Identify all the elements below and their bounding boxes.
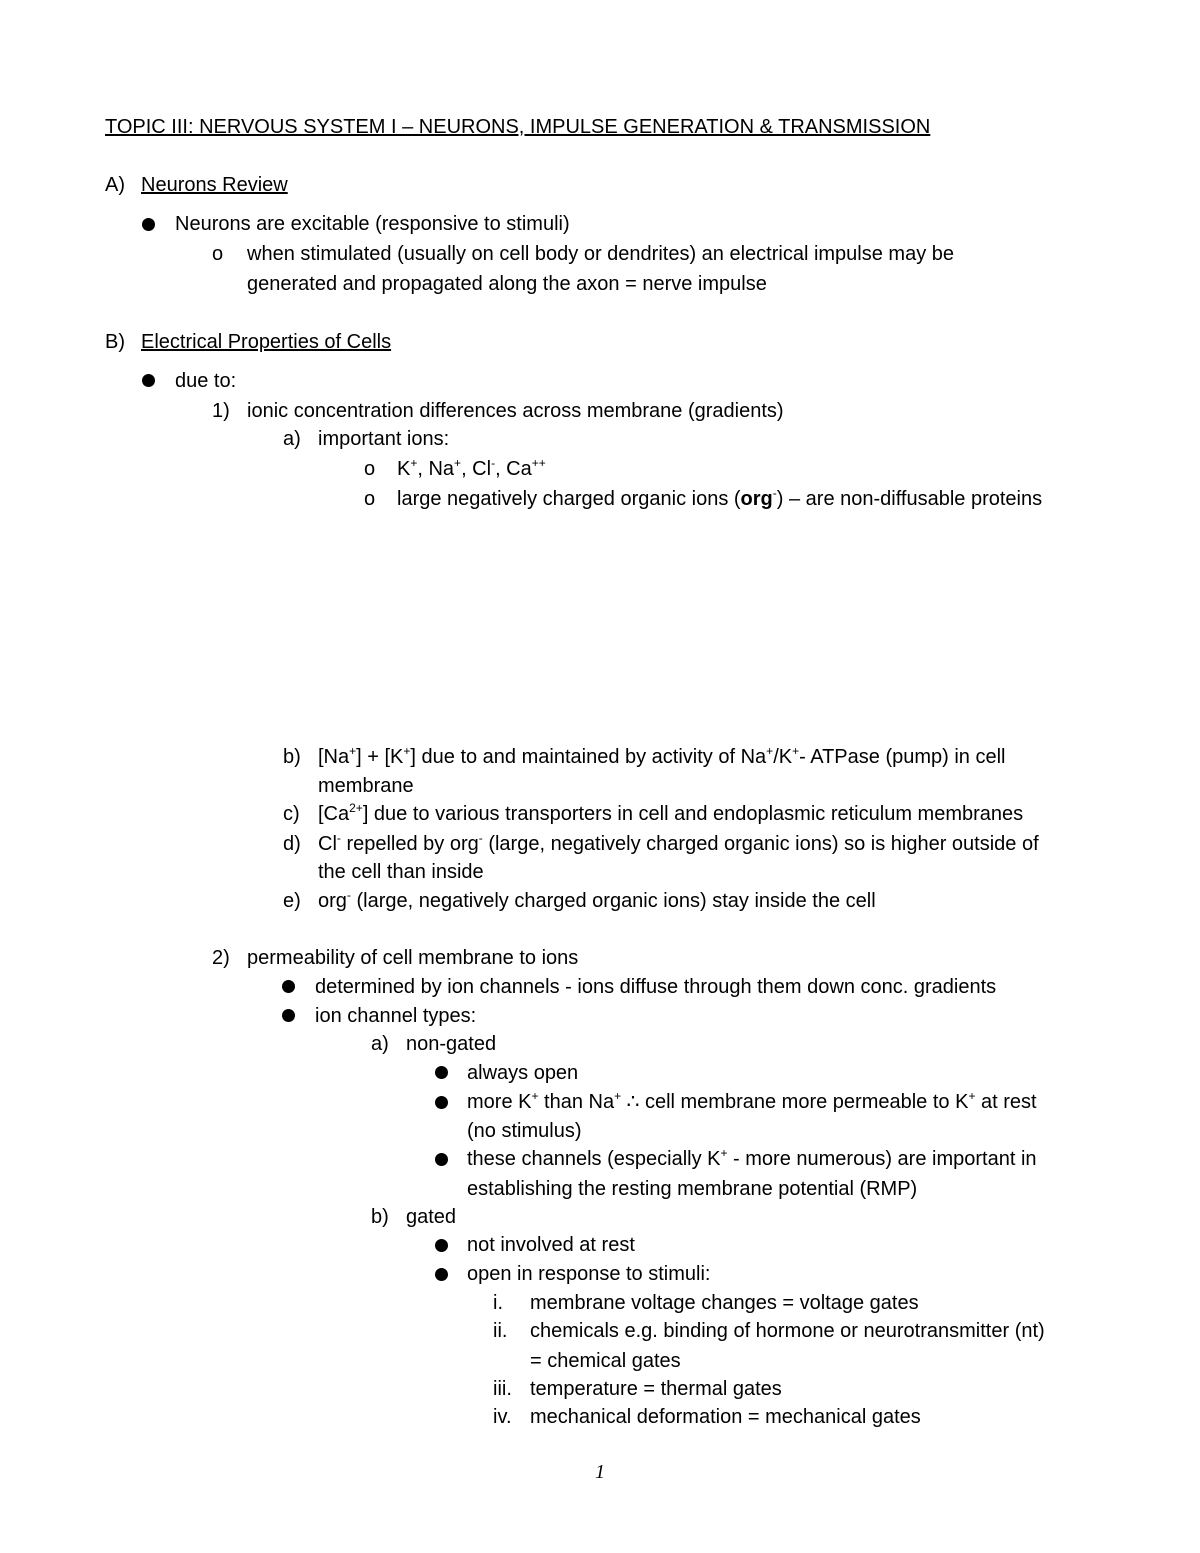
roman-ii-line-2: = chemical gates: [530, 1350, 681, 1372]
item-2a-bullet-1: always open: [467, 1062, 579, 1084]
item-1b-line-1: [Na+] + [K+] due to and maintained by activity of Na+/K+- ATPase (pump) in cell: [318, 744, 1006, 768]
item-1a-text: important ions:: [318, 428, 450, 450]
roman-i-text: membrane voltage changes = voltage gates: [530, 1292, 919, 1314]
circle-bullet-icon: o: [212, 243, 224, 265]
section-b-heading: Electrical Properties of Cells: [141, 331, 392, 353]
roman-iii-marker: iii.: [493, 1378, 512, 1400]
circle-bullet-icon: o: [364, 488, 376, 510]
item-2a-bullet-3-line-1: these channels (especially K+ - more numerous) are important in: [467, 1146, 1037, 1170]
section-b-marker: B): [105, 331, 125, 353]
section-a-bullet-1: Neurons are excitable (responsive to stimuli): [175, 213, 570, 235]
item-2b-marker: b): [371, 1206, 389, 1228]
section-a-sub-1-line-1: when stimulated (usually on cell body or dendrites) an electrical impulse may be: [247, 243, 955, 265]
bullet-icon: [435, 1153, 448, 1166]
bullet-icon: [142, 374, 155, 387]
item-1e-text: org- (large, negatively charged organic ions) stay inside the cell: [318, 888, 876, 912]
bullet-icon: [282, 1009, 295, 1022]
item-2a-text: non-gated: [406, 1033, 497, 1055]
bullet-icon: [435, 1066, 448, 1079]
roman-i-marker: i.: [493, 1292, 503, 1314]
item-2a-bullet-2-line-1: more K+ than Na+ ∴ cell membrane more permeable to K+ at rest: [467, 1089, 1037, 1113]
page-number: 1: [595, 1461, 605, 1483]
item-1a-marker: a): [283, 428, 301, 450]
bullet-icon: [435, 1239, 448, 1252]
item-2-bullet-1: determined by ion channels - ions diffuse through them down conc. gradients: [315, 976, 997, 998]
organic-ions-line: large negatively charged organic ions (org-) – are non-diffusable proteins: [397, 486, 1043, 510]
item-1-text: ionic concentration differences across membrane (gradients): [247, 400, 784, 422]
item-2a-bullet-2-line-2: (no stimulus): [467, 1120, 582, 1142]
item-1b-marker: b): [283, 746, 301, 768]
section-a-heading: Neurons Review: [141, 174, 288, 196]
bullet-icon: [142, 218, 155, 231]
item-2b-text: gated: [406, 1206, 457, 1228]
roman-iv-marker: iv.: [493, 1406, 512, 1428]
item-1c-text: $[Ca^{2+}]$ due to various transporters in cell and endoplasmic reticulum membranes: [318, 801, 1024, 825]
item-2-bullet-2: ion channel types:: [315, 1005, 477, 1027]
item-1d-line-1: Cl- repelled by org- (large, negatively charged organic ions) so is higher outside of: [318, 831, 1039, 855]
bullet-icon: [435, 1268, 448, 1281]
section-a-sub-1-line-2: generated and propagated along the axon = nerve impulse: [247, 273, 767, 295]
roman-ii-line-1: chemicals e.g. binding of hormone or neurotransmitter (nt): [530, 1320, 1045, 1342]
item-1b-line-2: membrane: [318, 775, 414, 797]
item-2b-bullet-2: open in response to stimuli:: [467, 1263, 711, 1285]
roman-iv-text: mechanical deformation = mechanical gates: [530, 1406, 921, 1428]
item-2a-marker: a): [371, 1033, 389, 1055]
item-2-text: permeability of cell membrane to ions: [247, 947, 579, 969]
item-2-marker: 2): [212, 947, 230, 969]
roman-iii-text: temperature = thermal gates: [530, 1378, 782, 1400]
item-2b-bullet-1: not involved at rest: [467, 1234, 635, 1256]
section-b-due-to: due to:: [175, 370, 237, 392]
bullet-icon: [282, 980, 295, 993]
bullet-icon: [435, 1096, 448, 1109]
item-1-marker: 1): [212, 400, 230, 422]
item-1d-line-2: the cell than inside: [318, 861, 484, 883]
item-1e-marker: e): [283, 890, 301, 912]
item-1d-marker: d): [283, 833, 301, 855]
item-1c-marker: c): [283, 803, 300, 825]
roman-ii-marker: ii.: [493, 1320, 508, 1342]
document-title: TOPIC III: NERVOUS SYSTEM I – NEURONS, IMPULSE GENERATION & TRANSMISSION: [105, 116, 931, 138]
section-a-marker: A): [105, 174, 125, 196]
circle-bullet-icon: o: [364, 458, 376, 480]
item-2a-bullet-3-line-2: establishing the resting membrane potential (RMP): [467, 1178, 918, 1200]
ion-list: K+, Na+, Cl-, Ca++: [397, 456, 546, 480]
